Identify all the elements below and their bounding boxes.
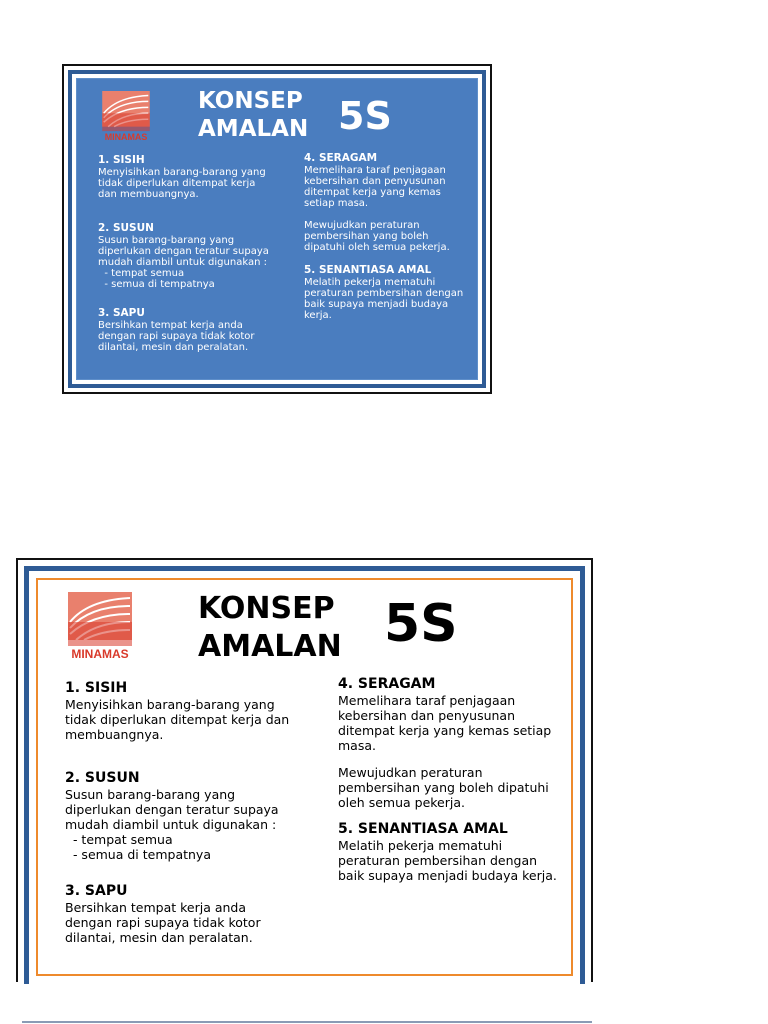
title-number: 5S: [338, 94, 392, 138]
minamas-logo: [102, 91, 150, 143]
section-amal: 5. SENANTIASA AMAL Melatih pekerja mematuhi peraturan pembersihan dengan baik supaya menjadi budaya kerja.: [338, 821, 557, 883]
svg-text:MINAMAS: MINAMAS: [71, 647, 129, 661]
palm-logo-icon: [68, 592, 132, 662]
section-susun: 2. SUSUN Susun barang-barang yang diperlukan dengan teratur supaya mudah diambil untuk digunakan : - tempat semua - semua di tempatnya: [65, 770, 279, 862]
palm-logo-icon: [102, 91, 150, 143]
section-seragam: 4. SERAGAM Memelihara taraf penjagaan kebersihan dan penyusunan ditempat kerja yang kemas setiap masa. Mewujudkan peraturan pembersihan yang boleh dipatuhi oleh semua pekerja.: [338, 676, 552, 810]
minamas-logo: [68, 592, 132, 662]
poster-title: KONSEP AMALAN: [198, 88, 309, 142]
page-divider: [22, 1021, 592, 1023]
section-sapu: 3. SAPU Bersihkan tempat kerja anda dengan rapi supaya tidak kotor dilantai, mesin dan peralatan.: [65, 883, 261, 945]
poster-title: KONSEP AMALAN: [198, 591, 342, 664]
section-amal: 5. SENANTIASA AMAL Melatih pekerja mematuhi peraturan pembersihan dengan baik supaya menjadi budaya kerja.: [304, 264, 464, 321]
title-number: 5S: [384, 594, 458, 654]
svg-text:MINAMAS: MINAMAS: [104, 132, 148, 143]
section-sisih: 1. SISIH Menyisihkan barang-barang yang tidak diperlukan ditempat kerja dan membuangnya.: [65, 680, 290, 742]
poster-card-blue: [62, 64, 492, 394]
section-sapu: 3. SAPU Bersihkan tempat kerja anda dengan rapi supaya tidak kotor dilantai, mesin dan peralatan.: [98, 307, 255, 353]
section-susun: 2. SUSUN Susun barang-barang yang diperlukan dengan teratur supaya mudah diambil untuk digunakan : - tempat semua - semua di tempatnya: [98, 222, 269, 290]
section-seragam: 4. SERAGAM Memelihara taraf penjagaan kebersihan dan penyusunan ditempat kerja yang kemas setiap masa. Mewujudkan peraturan pembersihan yang boleh dipatuhi oleh semua pekerja.: [304, 152, 450, 253]
section-sisih: 1. SISIH Menyisihkan barang-barang yang tidak diperlukan ditempat kerja dan membuangnya.: [98, 154, 266, 200]
poster-card-white: [16, 558, 593, 982]
